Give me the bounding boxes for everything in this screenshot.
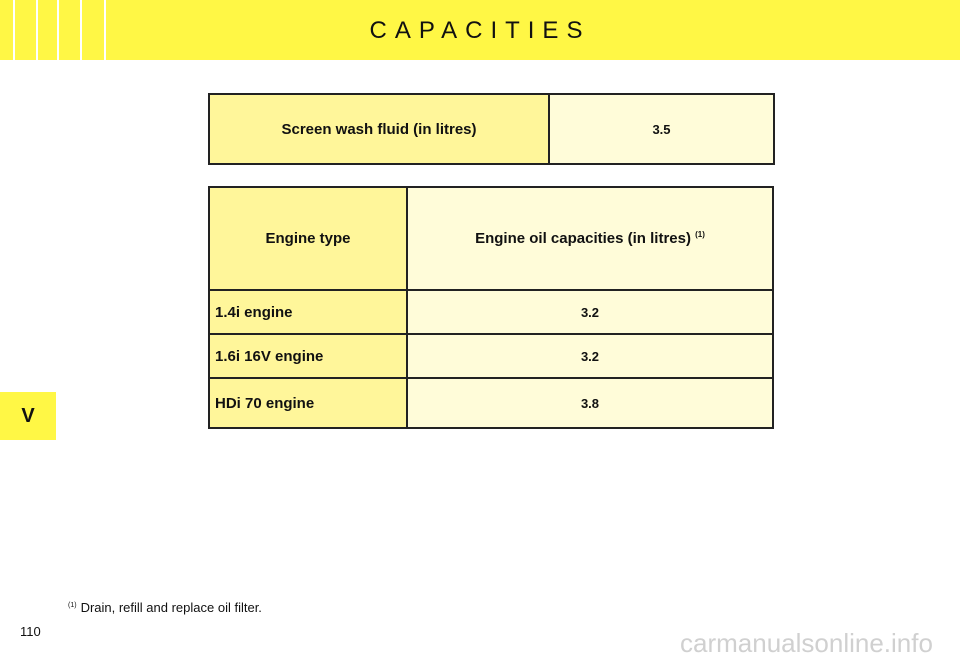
table-row <box>209 94 774 164</box>
oil-capacity-cell: 3.2 <box>407 334 773 378</box>
screen-wash-value: 3.5 <box>549 94 774 164</box>
watermark: carmanualsonline.info <box>680 628 933 658</box>
column-header-engine: Engine type <box>209 187 407 290</box>
screen-wash-table <box>208 93 775 165</box>
footnote-marker: (1) <box>68 602 77 609</box>
section-tab[interactable]: V <box>0 392 56 440</box>
footnote <box>68 600 262 615</box>
table-row <box>209 290 773 334</box>
footnote-text: Drain, refill and replace oil filter. <box>80 600 262 615</box>
engine-oil-table <box>208 186 774 429</box>
column-header-capacity-text: Engine oil capacities (in litres) <box>475 230 691 247</box>
table-row <box>209 334 773 378</box>
engine-type-cell: 1.4i engine <box>209 290 407 334</box>
table-row <box>209 378 773 428</box>
column-header-capacity <box>407 187 773 290</box>
page-header <box>0 0 960 60</box>
oil-capacity-cell: 3.8 <box>407 378 773 428</box>
oil-capacity-cell: 3.2 <box>407 290 773 334</box>
page-title: CAPACITIES <box>369 17 591 44</box>
footnote-ref: (1) <box>695 230 705 239</box>
engine-type-cell: HDi 70 engine <box>209 378 407 428</box>
table-header-row <box>209 187 773 290</box>
engine-type-cell: 1.6i 16V engine <box>209 334 407 378</box>
screen-wash-label: Screen wash fluid (in litres) <box>209 94 549 164</box>
page-number: 110 <box>20 624 41 639</box>
